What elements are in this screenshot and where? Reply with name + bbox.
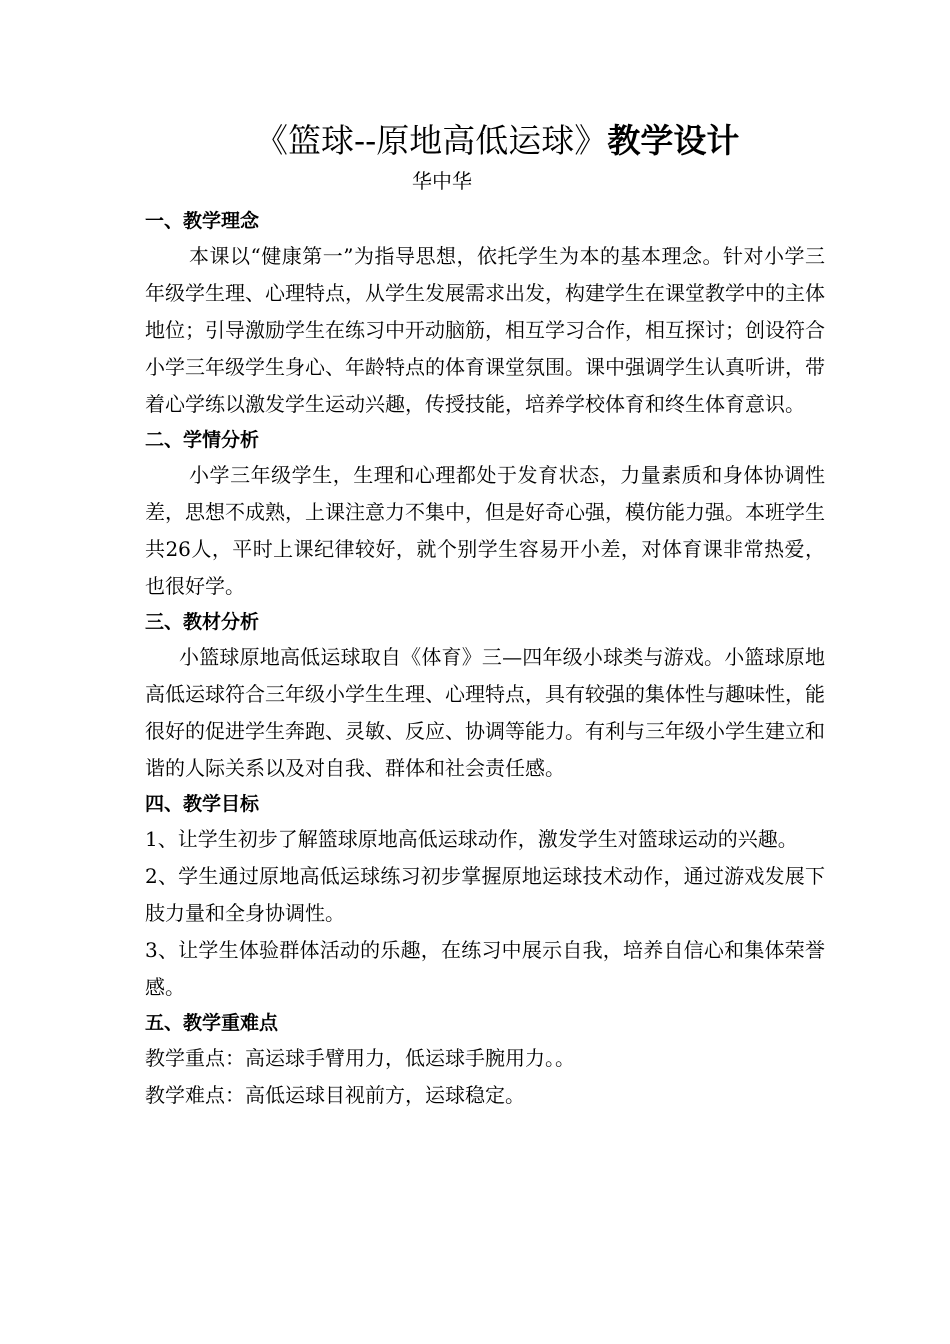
difficult-point-item: 教学难点：高低运球目视前方，运球稳定。	[145, 1083, 525, 1107]
section-heading: 四、教学目标	[145, 793, 260, 815]
section-heading: 二、学情分析	[145, 429, 260, 451]
section-key-difficult-points	[145, 1006, 825, 1114]
document-body	[145, 204, 825, 1114]
document-title	[255, 118, 739, 164]
section-heading: 三、教材分析	[145, 611, 260, 633]
section-material-analysis	[145, 605, 825, 787]
section-heading: 一、教学理念	[145, 210, 260, 232]
section-teaching-philosophy	[145, 204, 825, 423]
section-paragraph: 小学三年级学生，生理和心理都处于发育状态，力量素质和身体协调性差，思想不成熟，上课注意力不集中，但是好奇心强，模仿能力强。本班学生共26人，平时上课纪律较好，就个别学生容易开小差，对体育课非常热爱，也很好学。	[145, 463, 825, 598]
section-teaching-goals	[145, 787, 825, 1006]
section-heading: 五、教学重难点	[145, 1012, 279, 1034]
goal-item: 1、让学生初步了解篮球原地高低运球动作，激发学生对篮球运动的兴趣。	[145, 827, 798, 851]
goal-item: 2、学生通过原地高低运球练习初步掌握原地运球技术动作，通过游戏发展下肢力量和全身协调性。	[145, 864, 825, 925]
document-author: 华中华	[412, 169, 472, 193]
document-title-suffix: 教学设计	[607, 121, 740, 160]
section-student-analysis	[145, 423, 825, 605]
goal-item: 3、让学生体验群体活动的乐趣，在练习中展示自我，培养自信心和集体荣誉感。	[145, 938, 825, 999]
section-paragraph: 小篮球原地高低运球取自《体育》三—四年级小球类与游戏。小篮球原地高低运球符合三年级小学生生理、心理特点，具有较强的集体性与趣味性，能很好的促进学生奔跑、灵敏、反应、协调等能力。有利与三年级小学生建立和谐的人际关系以及对自我、群体和社会责任感。	[145, 645, 825, 780]
document-title-main: 《篮球--原地高低运球》	[255, 121, 608, 160]
section-paragraph: 本课以“健康第一”为指导思想，依托学生为本的基本理念。针对小学三年级学生理、心理特点，从学生发展需求出发，构建学生在课堂教学中的主体地位；引导激励学生在练习中开动脑筋，相互学习合作，相互探讨；创设符合小学三年级学生身心、年龄特点的体育课堂氛围。课中强调学生认真听讲，带着心学练以激发学生运动兴趣，传授技能，培养学校体育和终生体育意识。	[145, 244, 825, 416]
key-point-item: 教学重点：高运球手臂用力，低运球手腕用力。。	[145, 1046, 575, 1070]
